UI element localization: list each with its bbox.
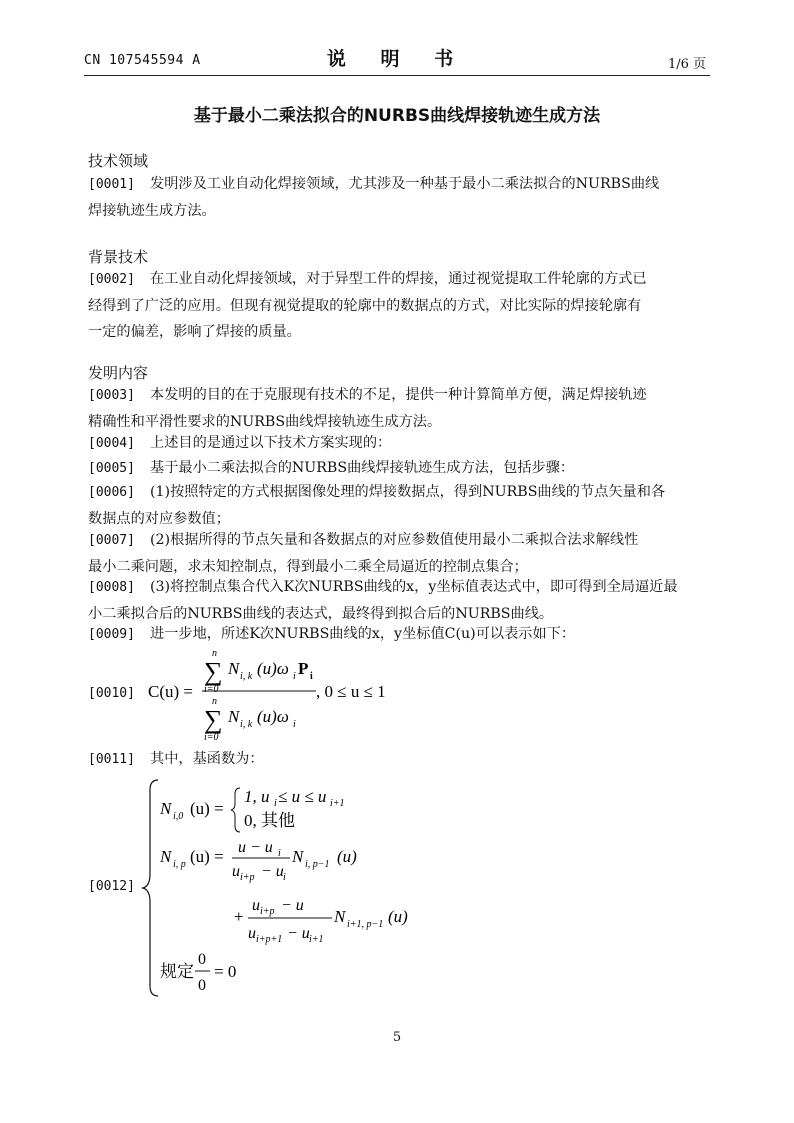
sum-symbol: ∑ xyxy=(204,657,223,686)
paragraph-text: 发明涉及工业自动化焊接领域，尤其涉及一种基于最小二乘法拟合的NURBS曲线 xyxy=(150,176,660,192)
case-one-range-subscript: i+1 xyxy=(330,798,345,809)
basis-n-ip-arg: (u) = xyxy=(190,847,224,866)
heading-invention: 发明内容 xyxy=(88,364,149,382)
sum-symbol: ∑ xyxy=(204,705,223,734)
paragraph-text: (2)根据所得的节点矢量和各数据点的对应参数值使用最小二乘拟合法求解线性 xyxy=(150,532,639,548)
paragraph-0004 xyxy=(88,430,708,457)
case-one-subscript: i xyxy=(274,798,277,809)
basis-function-formula xyxy=(140,774,440,1002)
basis-n-i0: N xyxy=(160,799,172,818)
paragraph-number: [0008] xyxy=(88,580,135,595)
document-title: 基于最小二乘法拟合的NURBS曲线焊接轨迹生成方法 xyxy=(193,106,601,126)
rule-denominator: 0 xyxy=(198,977,206,994)
case-two: 0, 其他 xyxy=(244,811,295,830)
heading-background: 背景技术 xyxy=(88,248,149,266)
basis-subscript: i, k xyxy=(240,719,253,730)
control-point: P xyxy=(298,659,309,678)
paragraph-text: 在工业自动化焊接领域，对于异型工件的焊接，通过视觉提取工件轮廓的方式已 xyxy=(150,271,647,287)
fraction-one-denominator: u xyxy=(232,863,240,880)
sum-upper-limit: n xyxy=(212,696,217,707)
paragraph-number: [0006] xyxy=(88,485,135,500)
fraction-two-denominator-subscript: i+p+1 xyxy=(256,934,283,945)
basis-n-ip-subscript: i, p xyxy=(173,859,186,870)
case-one: 1, u xyxy=(244,787,270,806)
fraction-one-denominator-subscript: i+p xyxy=(240,872,255,883)
term-one-subscript: i, p−1 xyxy=(305,859,330,870)
paragraph-text: 一定的偏差，影响了焊接的质量。 xyxy=(88,324,301,340)
fraction-two-numerator-subscript: i+p xyxy=(260,906,275,917)
document-type: 说 明 书 xyxy=(326,48,468,70)
term-two-subscript: i+1, p−1 xyxy=(347,919,384,930)
paragraph-text: 基于最小二乘法拟合的NURBS曲线焊接轨迹生成方法，包括步骤： xyxy=(150,460,575,476)
paragraph-0008 xyxy=(88,574,708,627)
page-label: 1/6 页 xyxy=(667,57,706,72)
paragraph-0005 xyxy=(88,455,708,482)
basis-arg-weight: (u)ω xyxy=(257,659,289,678)
weight-subscript: i xyxy=(293,671,296,682)
paragraph-text: (1)按照特定的方式根据图像处理的焊接数据点，得到NURBS曲线的节点矢量和各 xyxy=(150,484,666,500)
document-id: CN 107545594 A xyxy=(84,53,201,68)
term-two-basis: N xyxy=(334,907,346,926)
paragraph-number-0012: [0012] xyxy=(88,879,135,894)
basis-n-ip: N xyxy=(160,847,172,866)
fraction-one-numerator-subscript: i xyxy=(278,848,281,859)
paragraph-text: 其中，基函数为： xyxy=(150,751,264,767)
basis-function: N xyxy=(228,707,240,726)
paragraph-text: 本发明的目的在于克服现有技术的不足，提供一种计算简单方便，满足焊接轨迹 xyxy=(150,387,647,403)
paragraph-number: [0002] xyxy=(88,272,135,287)
basis-subscript: i, k xyxy=(240,671,253,682)
paragraph-0003 xyxy=(88,382,708,435)
cases-brace xyxy=(231,788,240,832)
basis-n-i0-arg: (u) = xyxy=(190,799,224,818)
rule-numerator: 0 xyxy=(198,951,206,968)
paragraph-number: [0011] xyxy=(88,752,135,767)
case-one-range: ≤ u ≤ u xyxy=(278,787,327,806)
paragraph-text: 精确性和平滑性要求的NURBS曲线焊接轨迹生成方法。 xyxy=(88,414,442,430)
paragraph-0002 xyxy=(88,266,708,345)
parameter-range: , 0 ≤ u ≤ 1 xyxy=(316,682,386,701)
basis-n-i0-subscript: i,0 xyxy=(173,811,184,822)
paragraph-number: [0003] xyxy=(88,388,135,403)
fraction-two-denominator-rest: − u xyxy=(287,925,310,942)
fraction-one-denominator-rest-subscript: i xyxy=(283,872,286,883)
fraction-two-denominator-rest-subscript: i+1 xyxy=(309,934,324,945)
paragraph-text: 数据点的对应参数值； xyxy=(88,511,230,527)
basis-function: N xyxy=(228,659,240,678)
sum-upper-limit: n xyxy=(212,648,217,659)
sum-lower-limit: i=0 xyxy=(204,684,219,695)
fraction-two-numerator: u xyxy=(252,897,260,914)
rule-label: 规定 xyxy=(160,962,194,981)
paragraph-text: 焊接轨迹生成方法。 xyxy=(88,203,216,219)
paragraph-text: 上述目的是通过以下技术方案实现的： xyxy=(150,435,392,451)
basis-arg-weight: (u)ω xyxy=(257,707,289,726)
term-one-arg: (u) xyxy=(337,847,357,866)
fraction-two-denominator: u xyxy=(248,925,256,942)
fraction-one-denominator-rest: − u xyxy=(261,863,284,880)
control-point-subscript: i xyxy=(310,671,313,682)
paragraph-text: (3)将控制点集合代入K次NURBS曲线的x，y坐标值表达式中，即可得到全局逼近最 xyxy=(150,579,678,595)
paragraph-text: 经得到了广泛的应用。但现有视觉提取的轮廓中的数据点的方式，对比实际的焊接轮廓有 xyxy=(88,298,642,314)
left-brace xyxy=(143,780,158,996)
paragraph-0007 xyxy=(88,527,708,580)
sum-lower-limit: i=0 xyxy=(204,732,219,743)
page-number: 5 xyxy=(392,1030,402,1045)
paragraph-number: [0001] xyxy=(88,177,135,192)
nurbs-curve-formula xyxy=(140,640,400,750)
formula-lhs: C(u) = xyxy=(148,682,193,701)
paragraph-number-0010: [0010] xyxy=(88,686,135,701)
heading-tech-field: 技术领域 xyxy=(88,152,149,170)
paragraph-text: 进一步地，所述K次NURBS曲线的x，y坐标值C(u)可以表示如下： xyxy=(150,626,576,642)
paragraph-text: 小二乘拟合后的NURBS曲线的表达式，最终得到拟合后的NURBS曲线。 xyxy=(88,606,554,622)
fraction-one-numerator: u − u xyxy=(238,839,273,856)
rule-rhs: = 0 xyxy=(214,962,237,981)
fraction-two-numerator-rest: − u xyxy=(281,897,304,914)
plus-sign: + xyxy=(234,907,244,926)
paragraph-0011 xyxy=(88,746,708,773)
weight-subscript: i xyxy=(293,719,296,730)
paragraph-number: [0009] xyxy=(88,627,135,642)
paragraph-number: [0007] xyxy=(88,533,135,548)
paragraph-0001 xyxy=(88,171,708,224)
header-divider xyxy=(84,75,710,76)
term-one-basis: N xyxy=(292,847,304,866)
paragraph-number: [0005] xyxy=(88,461,135,476)
paragraph-text: 最小二乘问题，求未知控制点，得到最小二乘全局逼近的控制点集合； xyxy=(88,559,528,575)
paragraph-number: [0004] xyxy=(88,436,135,451)
term-two-arg: (u) xyxy=(388,907,408,926)
paragraph-0006 xyxy=(88,479,708,532)
